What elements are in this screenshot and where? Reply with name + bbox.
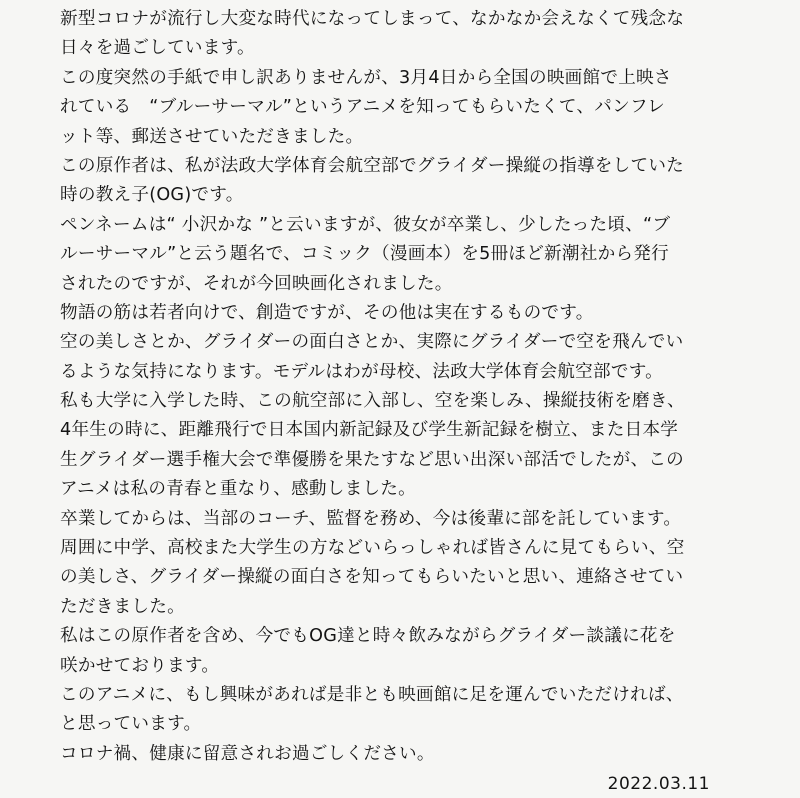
letter-line: 日々を過ごしています。 <box>60 38 255 59</box>
letter-line: 周囲に中学、高校また大学生の方などいらっしゃれば皆さんに見てもらい、空 <box>60 538 685 559</box>
letter-line: 咲かせております。 <box>60 655 220 676</box>
letter-line: このアニメに、もし興味があれば是非とも映画館に足を運んでいただければ、 <box>60 684 684 705</box>
letter-line: ット等、郵送させていただきました。 <box>60 126 364 147</box>
letter-line: 新型コロナが流行し大変な時代になってしまって、なかなか会えなくて残念な <box>60 9 685 29</box>
letter-date: 2022.03.11 <box>607 774 710 794</box>
letter-line: 私はこの原作者を含め、今でもOG達と時々飲みながらグライダー談議に花を <box>60 626 676 647</box>
letter-line: るような気持になります。モデルはわが母校、法政大学体育会航空部です。 <box>60 361 663 382</box>
letter-line: アニメは私の青春と重なり、感動しました。 <box>60 479 416 500</box>
letter-line: 卒業してからは、当部のコーチ、監督を務め、今は後輩に部を託しています。 <box>60 508 682 529</box>
letter-line: 時の教え子(OG)です。 <box>60 185 244 206</box>
letter-line: 私も大学に入学した時、この航空部に入部し、空を楽しみ、操縦技術を磨き、 <box>60 391 685 412</box>
letter-line: ペンネームは“ 小沢かな ”と云いますが、彼女が卒業し、少したった頃、“ブ <box>60 214 671 235</box>
letter-line: れている “ブルーサーマル”というアニメを知ってもらいたくて、パンフレ <box>60 97 665 118</box>
letter-line: されたのですが、それが今回映画化されました。 <box>60 273 453 294</box>
letter-body <box>60 5 770 769</box>
letter-line: 空の美しさとか、グライダーの面白さとか、実際にグライダーで空を飛んでい <box>60 332 684 353</box>
letter-line: この原作者は、私が法政大学体育会航空部でグライダー操縦の指導をしていた <box>60 155 685 176</box>
letter-line: 生グライダー選手権大会で準優勝を果たすなど思い出深い部活でしたが、この <box>60 449 685 470</box>
letter-line: 物語の筋は若者向けで、創造ですが、その他は実在するものです。 <box>60 302 594 323</box>
letter-line: と思っています。 <box>60 714 202 735</box>
letter-line: の美しさ、グライダー操縦の面白さを知ってもらいたいと思い、連絡させてい <box>60 567 684 588</box>
letter-line: ルーサーマル”と云う題名で、コミック（漫画本）を5冊ほど新潮社から発行 <box>60 244 669 265</box>
letter-line: コロナ禍、健康に留意されお過ごしください。 <box>60 743 435 764</box>
letter-line: 4年生の時に、距離飛行で日本国内新記録及び学生新記録を樹立、また日本学 <box>60 420 679 441</box>
letter-line: この度突然の手紙で申し訳ありませんが、3月4日から全国の映画館で上映さ <box>60 67 672 88</box>
letter-line: ただきました。 <box>60 596 185 617</box>
